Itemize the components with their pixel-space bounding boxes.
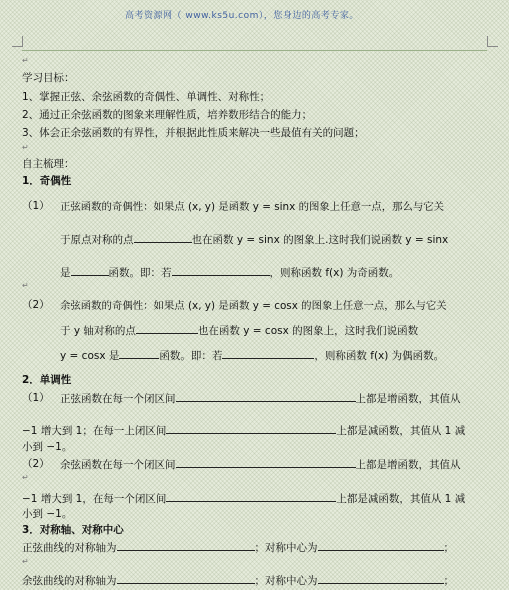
blank-cosine-symmetry-center[interactable] [318,572,444,584]
sine-mono-line-2 [22,422,465,438]
blank-cosine-increasing-interval[interactable] [176,456,356,468]
blank-sine-symmetry-center[interactable] [318,539,444,551]
cosine-parity-line-3 [60,347,444,363]
blank-cosine-parity-condition[interactable] [222,347,314,359]
blank-cosine-symmetry-axis[interactable] [117,572,255,584]
paragraph-mark: ↵ [22,557,29,566]
sine-mono-line-1 [60,390,461,406]
sine-mono-line-1-a: 正弦函数在每一个闭区间 [60,393,176,405]
cosine-parity-number: （2） [22,299,50,311]
sine-parity-line-2-a: 于原点对称的点 [60,234,134,246]
cosine-symmetry-end: ； [443,575,454,587]
paragraph-mark: ↵ [22,281,29,290]
cosine-mono-line-2-a: −1 增大到 1，在每一个闭区间 [22,493,167,505]
cosine-parity-line-1: 余弦函数的奇偶性：如果点 (x, y) 是函数 y = cosx 的图象上任意一点，那么与它关 [60,300,447,312]
sine-parity-line-2 [60,231,448,247]
cosine-mono-line-3: 小到 −1。 [22,508,73,520]
paragraph-mark: ↵ [22,143,29,152]
cosine-symmetry-line [22,572,454,588]
paragraph-mark: ↵ [22,473,29,482]
sine-symmetry-line [22,539,454,555]
sine-parity-line-3-c: ，则称函数 f(x) 为奇函数。 [269,267,400,279]
cosine-parity-line-3-c: ，则称函数 f(x) 为偶函数。 [314,350,445,362]
cosine-parity-line-3-a: y = cosx 是 [60,350,120,362]
cosine-mono-number: （2） [22,458,50,470]
page-header: 高考资源网（ www.ks5u.com），您身边的高考专家。 [125,11,359,21]
paragraph-mark: ↵ [22,56,29,65]
blank-y-axis-point[interactable] [136,322,198,334]
sine-parity-number: （1） [22,200,50,212]
blank-sine-parity-condition[interactable] [172,264,270,276]
cosine-parity-line-2-a: 于 y 轴对称的点 [60,325,136,337]
crop-mark-top-left [12,36,23,47]
sine-parity-line-1: 正弦函数的奇偶性：如果点 (x, y) 是函数 y = sinx 的图象上任意一点，那么与它关 [60,201,445,213]
header-rule [22,50,487,51]
blank-sine-increasing-interval[interactable] [176,390,356,402]
sine-symmetry-end: ； [443,542,454,554]
cosine-parity-line-3-b: 函数。即：若 [159,350,223,362]
sine-parity-line-3 [60,264,399,280]
sine-mono-number: （1） [22,392,50,404]
sine-parity-line-3-a: 是 [60,267,71,279]
goal-item-1: 1、掌握正弦、余弦函数的奇偶性、单调性、对称性； [22,91,271,103]
sine-mono-line-2-b: 上都是减函数，其值从 1 减 [336,425,466,437]
cosine-mono-line-2-b: 上都是减函数，其值从 1 减 [336,493,466,505]
cosine-symmetry-center-label: ；对称中心为 [254,575,318,587]
section-monotonicity-title: 2．单调性 [22,374,72,386]
cosine-mono-line-1 [60,456,461,472]
blank-sine-decreasing-interval[interactable] [166,422,336,434]
cosine-mono-line-1-a: 余弦函数在每一个闭区间 [60,459,176,471]
cosine-symmetry-axis-label: 余弦曲线的对称轴为 [22,575,117,587]
sine-parity-line-2-b: 也在函数 y = sinx 的图象上.这时我们说函数 y = sinx [191,234,449,246]
review-title: 自主梳理： [22,158,75,170]
section-symmetry-title: 3．对称轴、对称中心 [22,524,124,536]
blank-cosine-parity-type[interactable] [119,347,159,359]
blank-sine-symmetry-axis[interactable] [117,539,255,551]
sine-symmetry-axis-label: 正弦曲线的对称轴为 [22,542,117,554]
sine-mono-line-2-a: −1 增大到 1；在每一上闭区间 [22,425,167,437]
blank-symmetric-point[interactable] [134,231,192,243]
sine-mono-line-1-b: 上都是增函数，其值从 [355,393,461,405]
sine-parity-line-3-b: 函数。即：若 [108,267,172,279]
goals-title: 学习目标： [22,72,75,84]
cosine-parity-line-2-b: 也在函数 y = cosx 的图象上，这时我们说函数 [197,325,419,337]
sine-symmetry-center-label: ；对称中心为 [254,542,318,554]
cosine-parity-line-2 [60,322,418,338]
goal-item-2: 2、通过正余弦函数的图象来理解性质，培养数形结合的能力； [22,109,313,121]
blank-cosine-decreasing-interval[interactable] [166,490,336,502]
sine-mono-line-3: 小到 −1。 [22,441,73,453]
blank-sine-parity-type[interactable] [71,264,109,276]
goal-item-3: 3、体会正余弦函数的有界性，并根据此性质来解决一些最值有关的问题； [22,127,365,139]
crop-mark-top-right [487,36,498,47]
section-parity-title: 1．奇偶性 [22,175,72,187]
cosine-mono-line-1-b: 上都是增函数，其值从 [355,459,461,471]
cosine-mono-line-2 [22,490,465,506]
